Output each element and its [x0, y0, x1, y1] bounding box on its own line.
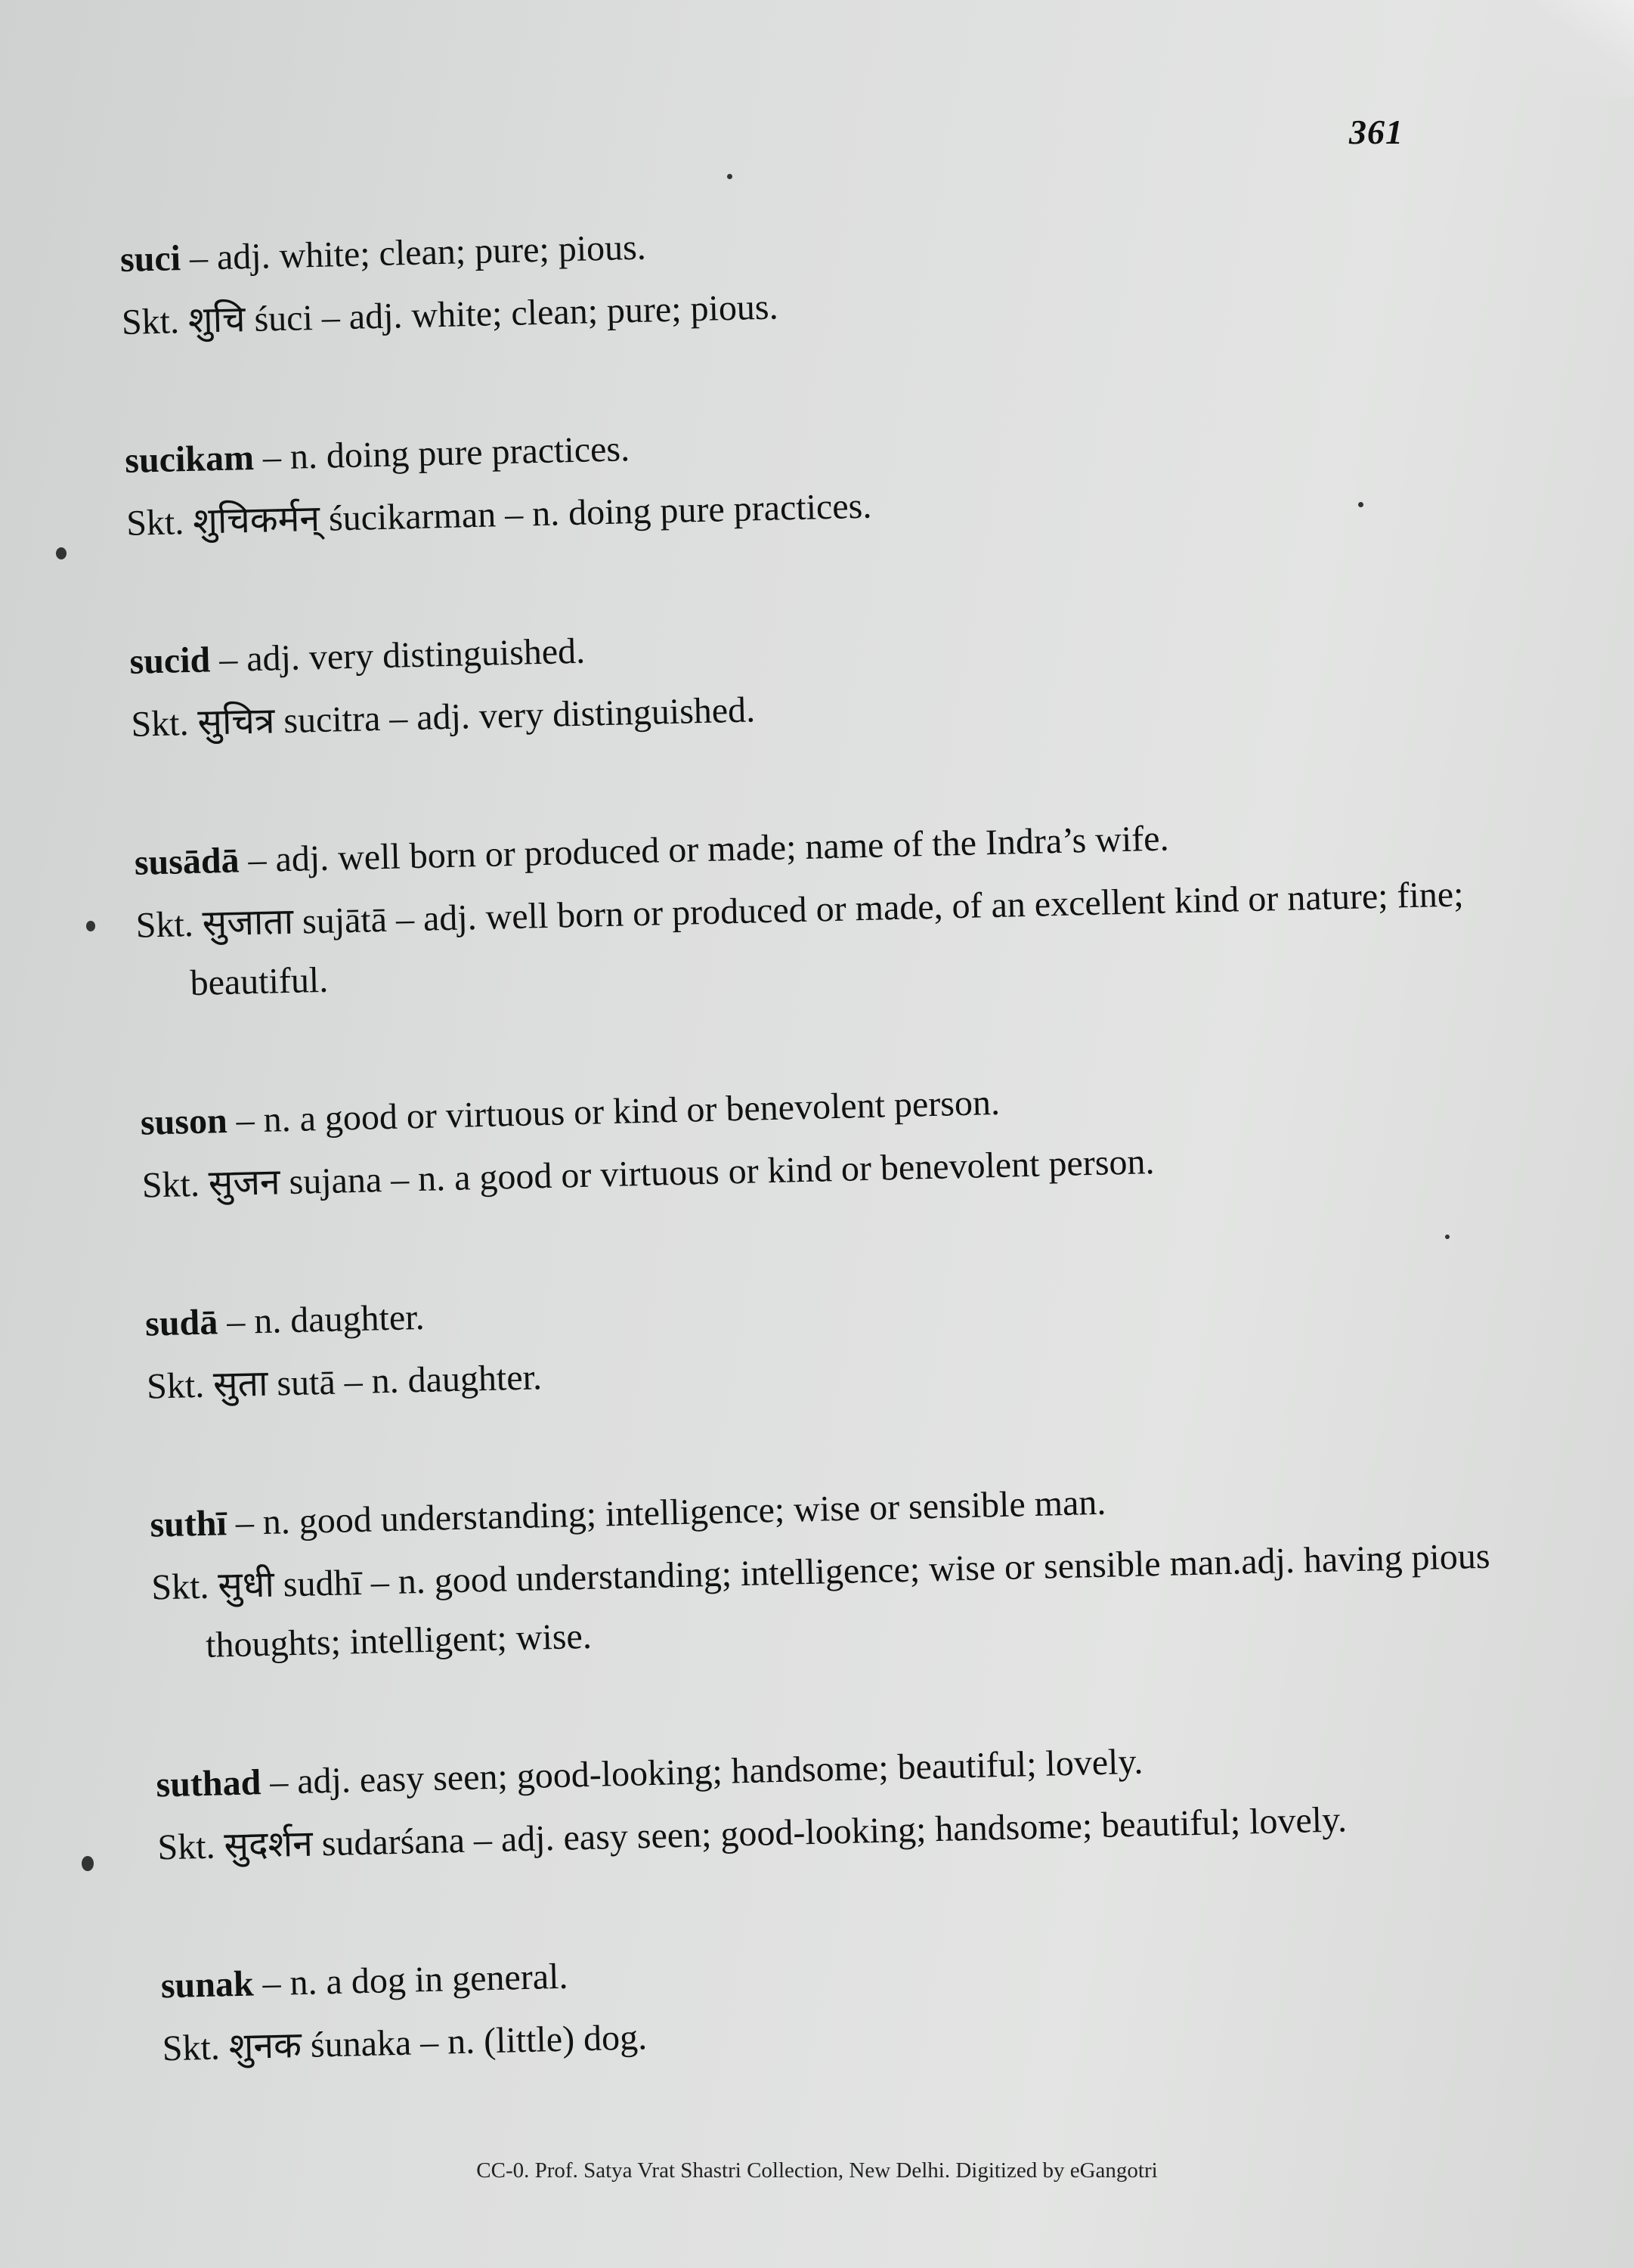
sanskrit-etymology: Skt. सुजाता sujātā – adj. well born or produced or made, of an excellent kind or nature; fine; beautiful. [135, 874, 1465, 1004]
headword-definition: – n. good understanding; intelligence; wise or sensible man. [226, 1482, 1106, 1544]
ink-speck [56, 547, 67, 559]
sanskrit-etymology: Skt. सुजन sujana – n. a good or virtuous or kind or benevolent person. [141, 1142, 1155, 1206]
headword: suthad [155, 1762, 262, 1805]
entry [149, 1461, 1498, 1677]
headword: sunak [160, 1963, 255, 2006]
digitization-footer: CC-0. Prof. Satya Vrat Shastri Collection, New Delhi. Digitized by eGangotri [476, 2158, 1158, 2183]
entry [134, 798, 1483, 1015]
headword-definition: – n. a dog in general. [252, 1956, 568, 2004]
headword: sucid [128, 640, 211, 682]
ink-speck [86, 921, 95, 931]
page-number: 361 [1349, 113, 1403, 151]
headword: susādā [134, 840, 240, 883]
headword-definition: – adj. white; clean; pure; pious. [180, 227, 647, 279]
headword: suthī [149, 1503, 227, 1545]
headword-definition: – n. doing pure practices. [253, 429, 630, 478]
headword-definition: – n. daughter. [217, 1297, 426, 1343]
sanskrit-etymology: Skt. शुचि śuci – adj. white; clean; pure; pious. [121, 287, 779, 342]
entry [124, 396, 1472, 553]
entries-list [119, 195, 1510, 2154]
headword: sucikam [124, 437, 255, 481]
page-corner-shadow [1498, 0, 1634, 98]
entry [129, 597, 1477, 754]
headword-definition: – adj. easy seen; good-looking; handsome; beautiful; lovely. [260, 1741, 1143, 1803]
entry [160, 1921, 1508, 2078]
headword-definition: – n. a good or virtuous or kind or benevolent person. [227, 1082, 1001, 1141]
entry [144, 1259, 1492, 1417]
headword: suson [140, 1100, 228, 1143]
headword-definition: – adj. very distinguished. [209, 631, 586, 680]
ink-speck [82, 1856, 94, 1871]
sanskrit-etymology: Skt. सुदर्शन sudarśana – adj. easy seen; good-looking; handsome; beautiful; lovely. [156, 1799, 1348, 1868]
headword: suci [119, 238, 181, 280]
entry [156, 1721, 1503, 1878]
sanskrit-etymology: Skt. सुधी sudhī – n. good understanding; intelligence; wise or sensible man.adj. having pious thoughts; intelligent; wise. [150, 1535, 1491, 1665]
headword-definition: – adj. well born or produced or made; name of the Indra’s wife. [238, 818, 1170, 881]
ink-speck [727, 174, 732, 179]
sanskrit-etymology: Skt. शुनक śunaka – n. (little) dog. [162, 2017, 648, 2069]
sanskrit-etymology: Skt. शुचिकर्मन् śucikarman – n. doing pure practices. [125, 485, 872, 544]
entry [119, 195, 1467, 352]
entry [140, 1058, 1487, 1216]
sanskrit-etymology: Skt. सुचित्र sucitra – adj. very distinguished. [130, 689, 756, 745]
sanskrit-etymology: Skt. सुता sutā – n. daughter. [146, 1357, 543, 1407]
headword: sudā [144, 1302, 218, 1344]
